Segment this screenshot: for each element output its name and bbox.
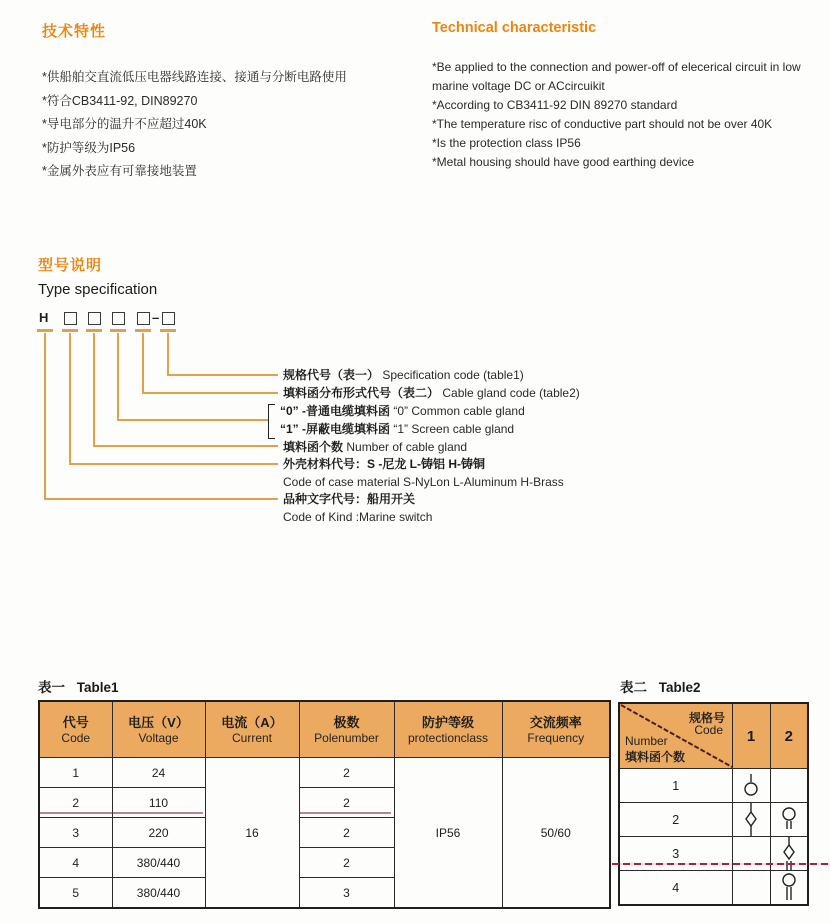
option-bracket <box>268 404 275 439</box>
diagram-underbar <box>160 329 176 332</box>
spec-label-cn: 外壳材料代号：S -尼龙 L-铸铝 H-铸铜 <box>283 457 485 471</box>
voltage-cell: 110 <box>112 788 205 818</box>
cable-gland-symbol-diamond-stems <box>732 803 770 837</box>
cable-gland-symbol-circle-stem <box>732 769 770 803</box>
table1-header-row <box>39 701 610 758</box>
red-scan-artifact-line <box>40 812 203 814</box>
voltage-cell: 380/440 <box>112 878 205 909</box>
table2-title-cn: 表二 <box>620 680 647 695</box>
table1-header-cell: 代号 Code <box>39 701 112 758</box>
diagram-connector-line <box>142 392 278 394</box>
tech-section-en <box>432 20 814 172</box>
bullet-item: *Is the protection class IP56 <box>432 136 581 150</box>
diagram-connector-line <box>142 333 144 393</box>
row-label: 2 <box>619 803 732 837</box>
bullet-item: *金属外表应有可靠接地装置 <box>42 164 197 178</box>
diagram-connector-line <box>167 333 169 375</box>
tech-bullets-cn <box>42 66 430 184</box>
code-cell: 2 <box>39 788 112 818</box>
model-code-box <box>64 312 77 325</box>
empty-cell <box>732 871 770 906</box>
model-code-diagram <box>38 308 613 533</box>
table2-corner-cell <box>619 703 732 769</box>
type-spec-heading-en: Type specification <box>38 281 158 298</box>
table2-col-header: 1 <box>732 703 770 769</box>
model-code-dash: – <box>152 310 160 325</box>
voltage-cell: 220 <box>112 818 205 848</box>
diagram-connector-line <box>69 463 278 465</box>
spec-label-en: Number of cable gland <box>343 440 468 454</box>
tech-bullets-en <box>432 58 814 172</box>
pole-cell: 2 <box>299 818 394 848</box>
bullet-item: *According to CB3411-92 DIN 89270 standard <box>432 98 678 112</box>
diagram-connector-line <box>44 333 46 499</box>
spec-label-row <box>283 492 415 506</box>
corner-label-code-cn: 规格号 <box>688 711 725 725</box>
corner-label-number-cn: 填料函个数 <box>625 750 686 764</box>
row-label: 4 <box>619 871 732 906</box>
bullet-item: *Be applied to the connection and power-off of elecerical circuit in low marine voltage DC or ACcircuikit <box>432 60 801 93</box>
spec-label-row <box>283 510 432 524</box>
tech-heading-en: Technical characteristic <box>432 20 597 36</box>
tech-section-cn <box>42 20 430 184</box>
table1-header-cell: 防护等级 protectionclass <box>394 701 502 758</box>
current-cell: 16 <box>205 758 299 909</box>
diagram-underbar <box>135 329 151 332</box>
bullet-item: *Metal housing should have good earthing device <box>432 155 695 169</box>
spec-label-en: Code of case material S-NyLon L-Aluminum H-Brass <box>283 475 564 489</box>
row-label: 3 <box>619 837 732 871</box>
spec-label-row <box>283 386 580 400</box>
red-scan-artifact-dashed-line <box>612 863 830 865</box>
row-label: 1 <box>619 769 732 803</box>
bullet-item: *供船舶交直流低压电器线路连接、接通与分断电路使用 <box>42 70 347 84</box>
table2-title <box>620 676 701 696</box>
bullet-item: *导电部分的温升不应超过40K <box>42 117 207 131</box>
spec-label-row <box>283 475 564 489</box>
code-cell: 3 <box>39 818 112 848</box>
model-code-box <box>162 312 175 325</box>
frequency-cell: 50/60 <box>502 758 610 909</box>
empty-cell <box>770 769 808 803</box>
table1-header-cell: 电压（V） Voltage <box>112 701 205 758</box>
red-scan-artifact-line <box>300 812 391 814</box>
table1-title-cn: 表一 <box>38 680 65 695</box>
table2-header-row <box>619 703 808 769</box>
code-cell: 1 <box>39 758 112 788</box>
tech-heading-cn: 技术特性 <box>42 23 107 40</box>
cable-gland-symbol-circle-legs-long <box>770 871 808 906</box>
bullet-item: *The temperature risc of conductive part should not be over 40K <box>432 117 773 131</box>
cable-gland-symbol-diamond-chain <box>770 837 808 871</box>
table2-row <box>619 871 808 906</box>
diagram-underbar <box>110 329 126 332</box>
code-cell: 5 <box>39 878 112 909</box>
corner-label-code-en: Code <box>694 723 723 737</box>
table1-row <box>39 758 610 788</box>
table2 <box>618 702 809 906</box>
pole-cell: 2 <box>299 758 394 788</box>
spec-label-row <box>280 404 525 418</box>
empty-cell <box>732 837 770 871</box>
table2-col-header: 2 <box>770 703 808 769</box>
diagram-connector-line <box>117 333 119 420</box>
diagram-connector-line <box>93 333 95 446</box>
spec-label-cn: 品种文字代号：船用开关 <box>283 492 416 506</box>
table1-title-en: Table1 <box>76 680 119 695</box>
voltage-cell: 24 <box>112 758 205 788</box>
corner-label-number-en: Number <box>625 734 668 748</box>
table2-row <box>619 837 808 871</box>
spec-label-en: “0” Common cable gland <box>390 404 525 418</box>
model-code-box <box>88 312 101 325</box>
table2-row <box>619 769 808 803</box>
diagram-connector-line <box>44 498 278 500</box>
spec-label-cn: 规格代号（表一） <box>283 368 380 382</box>
spec-label-row <box>283 440 467 454</box>
table2-title-en: Table2 <box>658 680 701 695</box>
table1-header-cell: 极数 Polenumber <box>299 701 394 758</box>
code-cell: 4 <box>39 848 112 878</box>
pole-cell: 2 <box>299 848 394 878</box>
spec-label-en: “1” Screen cable gland <box>390 422 515 436</box>
pole-cell: 2 <box>299 788 394 818</box>
cable-gland-symbol-circle-legs <box>770 803 808 837</box>
model-code-letter: H <box>39 310 49 325</box>
table1-header-cell: 交流频率 Frequency <box>502 701 610 758</box>
spec-label-en: Code of Kind :Marine switch <box>283 510 433 524</box>
spec-label-row <box>283 368 524 382</box>
diagram-underbar <box>62 329 78 332</box>
diagram-connector-line <box>117 419 268 421</box>
diagram-underbar <box>37 329 53 332</box>
bullet-item: *防护等级为IP56 <box>42 140 136 155</box>
spec-label-cn: “0” -普通电缆填料函 <box>280 404 391 418</box>
model-code-box <box>137 312 150 325</box>
voltage-cell: 380/440 <box>112 848 205 878</box>
model-code-box <box>112 312 125 325</box>
table1 <box>38 700 611 909</box>
spec-label-cn: 填料函分布形式代号（表二） <box>283 386 440 400</box>
pole-cell: 3 <box>299 878 394 909</box>
spec-label-row <box>280 422 514 436</box>
spec-label-cn: 填料函个数 <box>283 440 344 454</box>
table1-title <box>38 676 119 696</box>
spec-label-row <box>283 457 485 471</box>
diagram-underbar <box>86 329 102 332</box>
type-spec-heading-cn: 型号说明 <box>38 257 103 274</box>
diagram-connector-line <box>93 445 278 447</box>
diagram-connector-line <box>69 333 71 464</box>
protection-cell: IP56 <box>394 758 502 909</box>
spec-label-cn: “1” -屏蔽电缆填料函 <box>280 422 391 436</box>
table2-row <box>619 803 808 837</box>
table1-header-cell: 电流（A） Current <box>205 701 299 758</box>
diagram-connector-line <box>167 374 278 376</box>
spec-label-en: Specification code (table1) <box>379 368 524 382</box>
spec-label-en: Cable gland code (table2) <box>439 386 580 400</box>
bullet-item: *符合CB3411-92, DIN89270 <box>42 93 198 108</box>
